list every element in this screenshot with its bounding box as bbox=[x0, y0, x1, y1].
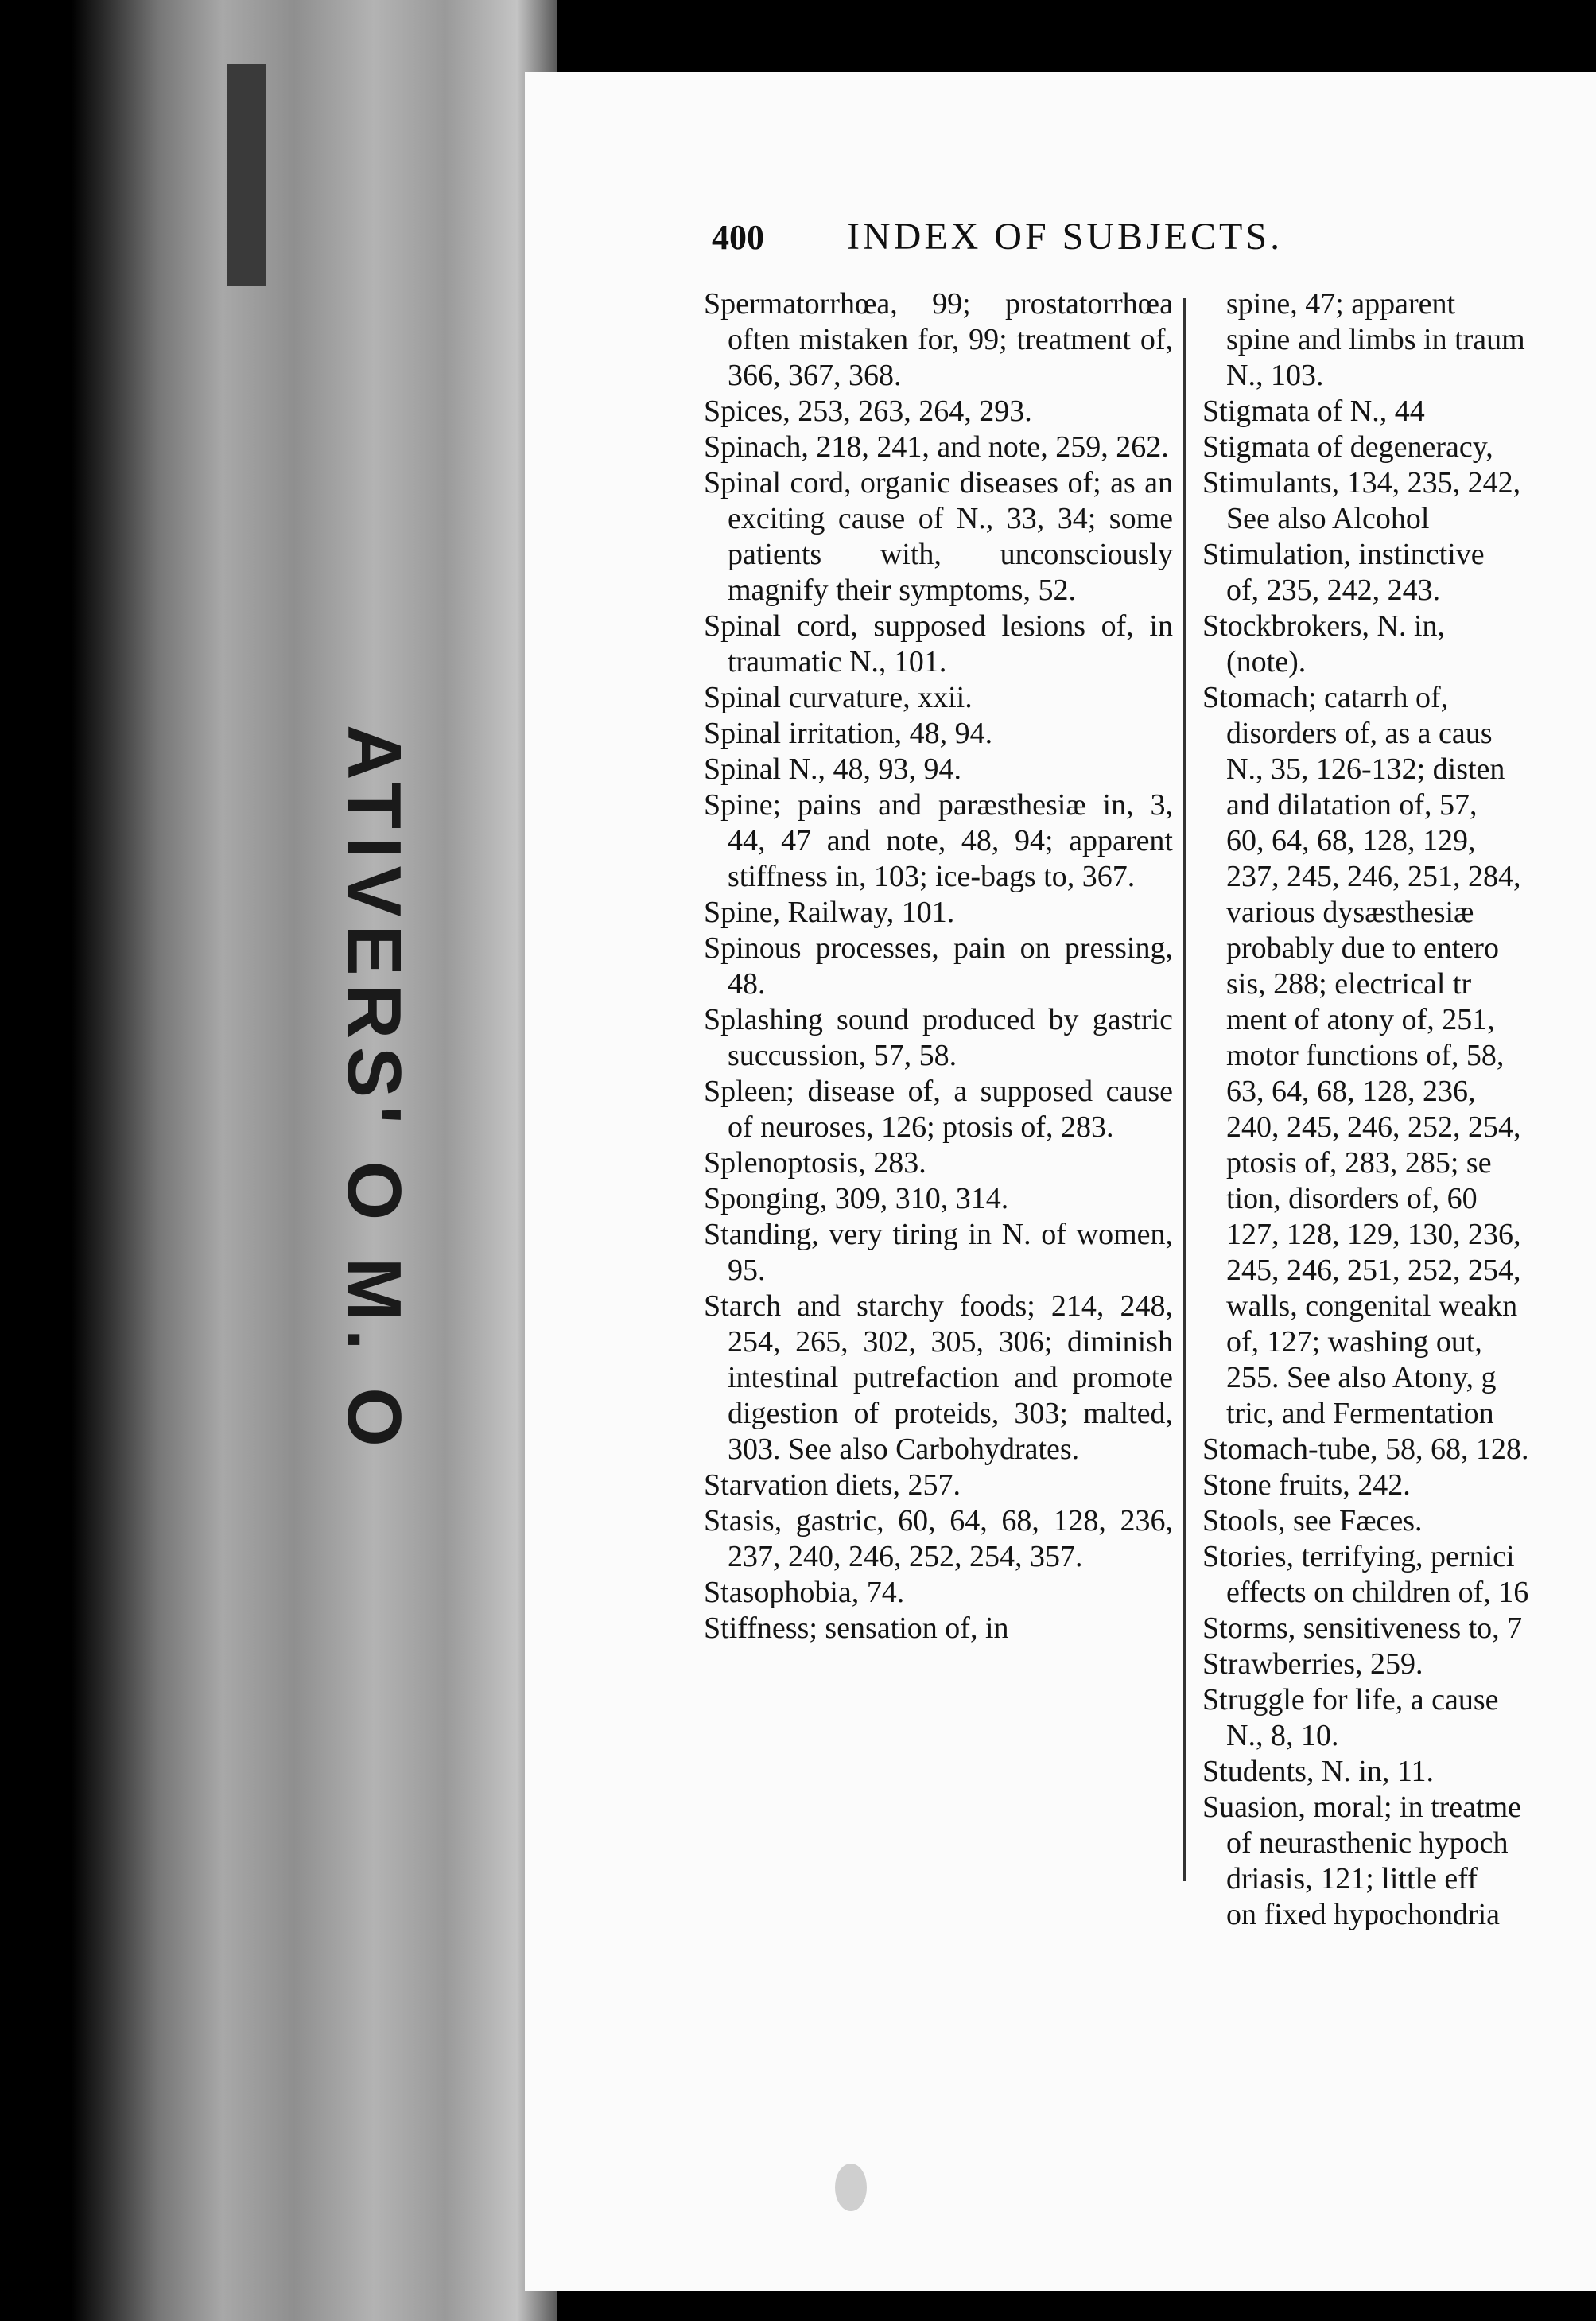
index-entry-line: 127, 128, 129, 130, 236, bbox=[1226, 1218, 1521, 1251]
index-entry-line: driasis, 121; little eff bbox=[1226, 1862, 1478, 1895]
index-entry-line: various dysæsthesiæ bbox=[1226, 896, 1474, 929]
index-entry-line: 245, 246, 251, 252, 254, bbox=[1226, 1254, 1521, 1287]
index-entry-line: spine, 47; apparent bbox=[1226, 287, 1456, 321]
index-entry-line: tion, disorders of, 60 bbox=[1226, 1182, 1478, 1215]
index-entry: Stasophobia, 74. bbox=[704, 1576, 905, 1609]
index-entry-line: 237, 245, 246, 251, 284, bbox=[1226, 860, 1521, 893]
index-entry: Splenoptosis, 283. bbox=[704, 1146, 926, 1180]
index-entry: Splashing sound produced by gastric succussion, 57, 58. bbox=[704, 1003, 1173, 1072]
index-entry-line: (note). bbox=[1226, 645, 1307, 678]
book-spine bbox=[72, 0, 557, 2321]
index-entry-line: of, 127; washing out, bbox=[1226, 1325, 1482, 1359]
index-entry: Spinal irritation, 48, 94. bbox=[704, 717, 993, 750]
index-entry-line: Stone fruits, 242. bbox=[1202, 1468, 1411, 1502]
index-entry: Starch and starchy foods; 214, 248, 254, 265, 302, 305, 306; diminish intestinal putrefaction and promote digestion of proteids, 303; malted, 303. See also Carbohydrates. bbox=[704, 1289, 1173, 1466]
index-entry-line: Stigmata of degeneracy, bbox=[1202, 430, 1493, 464]
index-entry: Spinach, 218, 241, and note, 259, 262. bbox=[704, 430, 1169, 464]
column-divider bbox=[1183, 298, 1186, 1881]
index-entry-line: and dilatation of, 57, bbox=[1226, 788, 1478, 822]
page-number: 400 bbox=[712, 218, 764, 257]
index-entry: Spermatorrhœa, 99; prostatorrhœa often mistaken for, 99; treatment of, 366, 367, 368. bbox=[704, 287, 1173, 392]
index-entry-line: Suasion, moral; in treatme bbox=[1202, 1790, 1522, 1824]
index-entry-line: motor functions of, 58, bbox=[1226, 1039, 1505, 1072]
index-entry: Spinal cord, organic diseases of; as an exciting cause of N., 33, 34; some patients with, unconsciously magnify their symptoms, 52. bbox=[704, 466, 1173, 607]
index-entry-line: Stomach; catarrh of, bbox=[1202, 681, 1449, 714]
index-entry-line: Students, N. in, 11. bbox=[1202, 1755, 1434, 1788]
index-entry-line: disorders of, as a caus bbox=[1226, 717, 1493, 750]
index-entry: Spine; pains and paræsthesiæ in, 3, 44, 47 and note, 48, 94; apparent stiffness in, 103; ice-bags to, 367. bbox=[704, 788, 1173, 893]
spine-library-label: ATIVERS' O M. O bbox=[332, 725, 417, 1455]
index-entry-line: ptosis of, 283, 285; se bbox=[1226, 1146, 1492, 1180]
index-entry-line: N., 103. bbox=[1226, 359, 1324, 392]
index-entry-line: Stimulation, instinctive bbox=[1202, 538, 1485, 571]
index-entry-line: N., 35, 126-132; disten bbox=[1226, 752, 1505, 786]
index-entry: Spinous processes, pain on pressing, 48. bbox=[704, 931, 1173, 1001]
index-entry-line: Struggle for life, a cause bbox=[1202, 1683, 1499, 1716]
index-entry-line: spine and limbs in traum bbox=[1226, 323, 1525, 356]
spine-binding-stripe bbox=[227, 64, 266, 286]
page-speck bbox=[835, 2164, 867, 2211]
index-entry-line: Stigmata of N., 44 bbox=[1202, 395, 1425, 428]
index-entry-line: Strawberries, 259. bbox=[1202, 1647, 1423, 1681]
index-column-left bbox=[704, 286, 1173, 1646]
index-entry-line: N., 8, 10. bbox=[1226, 1719, 1339, 1752]
index-entry-line: of neurasthenic hypoch bbox=[1226, 1826, 1509, 1860]
index-entry: Spine, Railway, 101. bbox=[704, 896, 955, 929]
index-entry-line: walls, congenital weakn bbox=[1226, 1289, 1518, 1323]
index-entry-line: Storms, sensitiveness to, 7 bbox=[1202, 1611, 1523, 1645]
index-entry-line: 240, 245, 246, 252, 254, bbox=[1226, 1110, 1521, 1144]
index-entry-line: 63, 64, 68, 128, 236, bbox=[1226, 1075, 1476, 1108]
index-entry-line: probably due to entero bbox=[1226, 931, 1499, 965]
index-entry: Stiffness; sensation of, in bbox=[704, 1611, 1009, 1645]
index-entry-line: on fixed hypochondria bbox=[1226, 1898, 1501, 1931]
index-entry: Spinal cord, supposed lesions of, in traumatic N., 101. bbox=[704, 609, 1173, 678]
index-entry-line: See also Alcohol bbox=[1226, 502, 1430, 535]
index-entry: Sponging, 309, 310, 314. bbox=[704, 1182, 1009, 1215]
index-entry-line: sis, 288; electrical tr bbox=[1226, 967, 1472, 1001]
index-entry-line: Stories, terrifying, pernici bbox=[1202, 1540, 1515, 1573]
index-entry: Standing, very tiring in N. of women, 95. bbox=[704, 1218, 1173, 1287]
index-entry-line: Stomach-tube, 58, 68, 128. bbox=[1202, 1433, 1529, 1466]
index-entry-line: Stools, see Fæces. bbox=[1202, 1504, 1423, 1538]
index-entry-line: ment of atony of, 251, bbox=[1226, 1003, 1495, 1036]
index-entry-line: effects on children of, 16 bbox=[1226, 1576, 1529, 1609]
index-column-right bbox=[1202, 286, 1596, 1933]
index-entry-line: Stockbrokers, N. in, bbox=[1202, 609, 1446, 643]
page-header bbox=[712, 215, 1283, 259]
index-entry: Spleen; disease of, a supposed cause of neuroses, 126; ptosis of, 283. bbox=[704, 1075, 1173, 1144]
index-entry: Spices, 253, 263, 264, 293. bbox=[704, 395, 1032, 428]
index-entry-line: 255. See also Atony, g bbox=[1226, 1361, 1497, 1394]
index-entry-line: tric, and Fermentation bbox=[1226, 1397, 1494, 1430]
index-entry: Stasis, gastric, 60, 64, 68, 128, 236, 237, 240, 246, 252, 254, 357. bbox=[704, 1504, 1173, 1573]
index-entry-line: of, 235, 242, 243. bbox=[1226, 573, 1441, 607]
index-entry: Spinal curvature, xxii. bbox=[704, 681, 973, 714]
index-entry: Spinal N., 48, 93, 94. bbox=[704, 752, 962, 786]
page-title: INDEX OF SUBJECTS. bbox=[847, 216, 1283, 258]
index-entry-line: Stimulants, 134, 235, 242, bbox=[1202, 466, 1521, 500]
index-entry-line: 60, 64, 68, 128, 129, bbox=[1226, 824, 1476, 857]
index-entry: Starvation diets, 257. bbox=[704, 1468, 961, 1502]
